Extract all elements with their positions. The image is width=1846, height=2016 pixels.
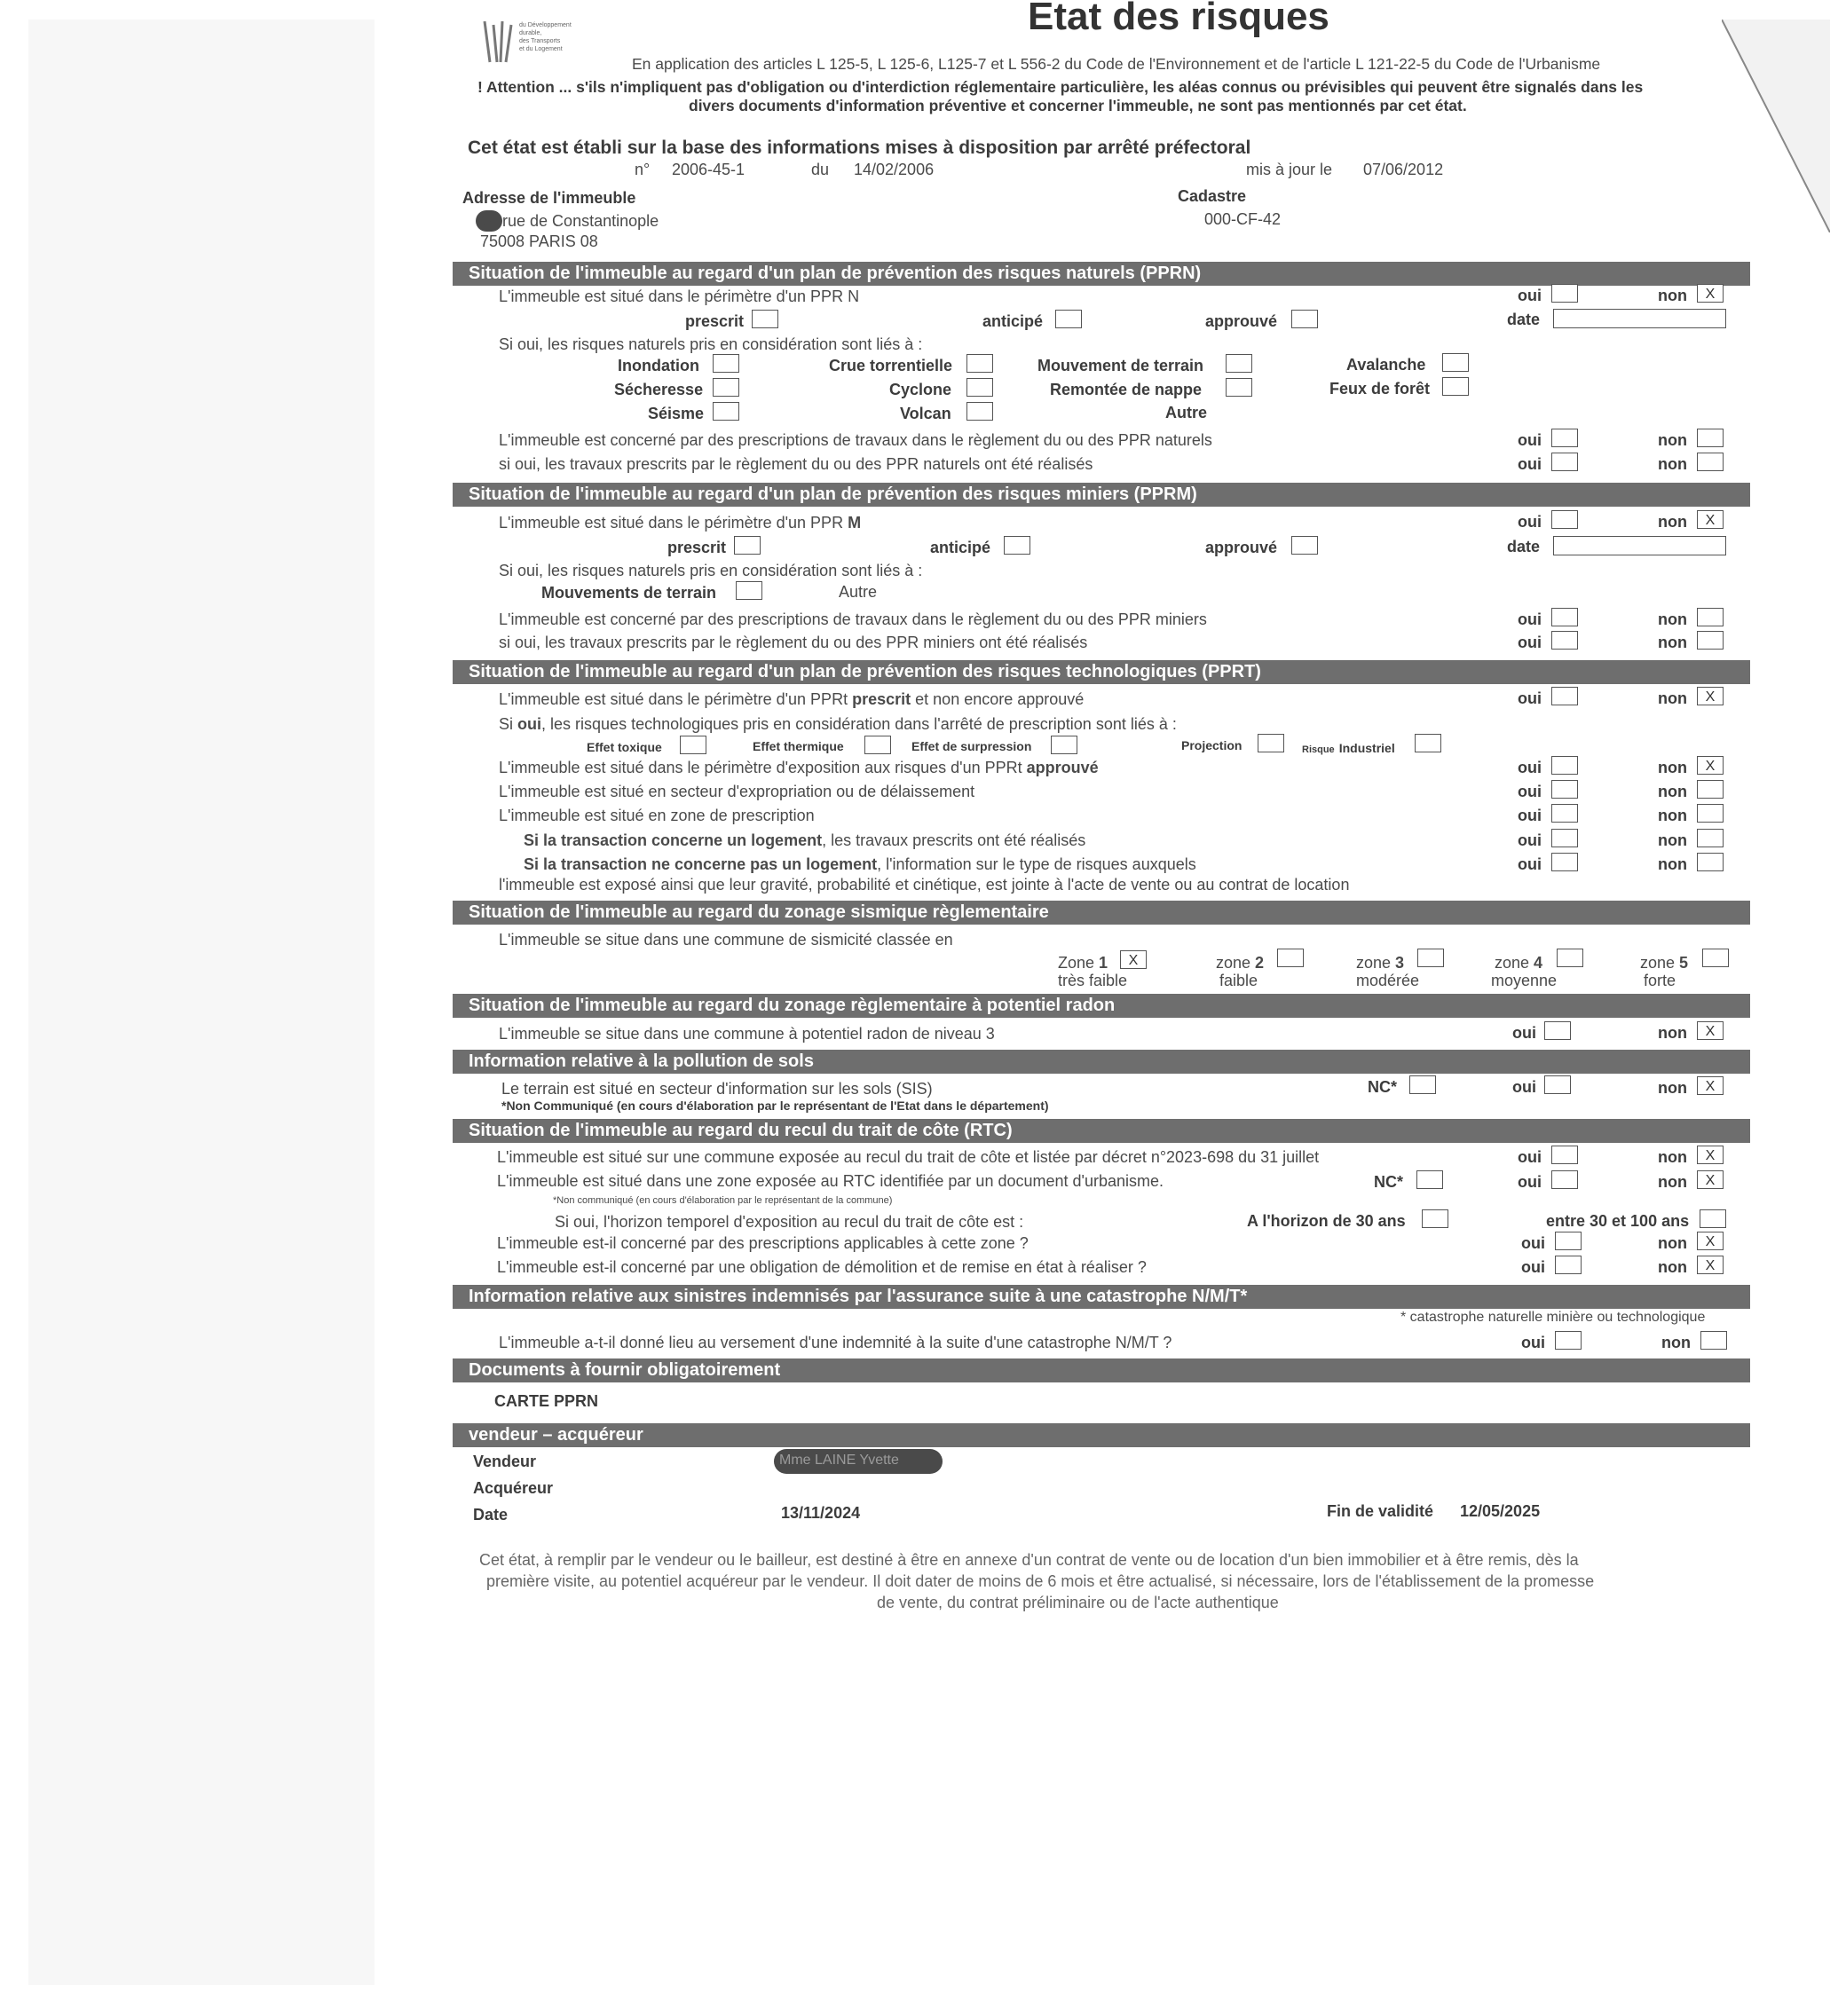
rtc-q4: L'immeuble est-il concerné par des prescriptions applicables à cette zone ?: [497, 1234, 1029, 1252]
risk-mouvement-checkbox[interactable]: [1226, 354, 1252, 373]
oui-label: oui: [1521, 1234, 1545, 1252]
effect-projection-checkbox[interactable]: [1258, 734, 1284, 752]
radon-non-checkbox[interactable]: X: [1697, 1021, 1724, 1040]
zone-3-checkbox[interactable]: [1417, 949, 1444, 967]
sinistres-q1: L'immeuble a-t-il donné lieu au versement d'une indemnité à la suite d'une catastrophe N/M/T ?: [499, 1334, 1172, 1351]
pprt-q5-oui-checkbox[interactable]: [1551, 804, 1578, 823]
pprn-prescrit-checkbox[interactable]: [752, 310, 778, 328]
pprt-q2: Si oui, les risques technologiques pris en considération dans l'arrêté de prescription sont liés à :: [499, 715, 1177, 733]
date-label: Date: [473, 1506, 509, 1524]
arrete-maj-label: mis à jour le: [1246, 161, 1333, 178]
cadastre-label: Cadastre: [1178, 187, 1247, 205]
pprm-q1-oui-checkbox[interactable]: [1551, 510, 1578, 529]
oui-label: oui: [1518, 807, 1542, 824]
oui-label: oui: [1518, 287, 1542, 304]
section-pprn-title: Situation de l'immeuble au regard d'un plan de prévention des risques naturels (PPRN): [469, 264, 1202, 283]
pprm-q3: si oui, les travaux prescrits par le règlement du ou des PPR miniers ont été réalisés: [499, 634, 1088, 651]
pprt-q5: L'immeuble est situé en zone de prescription: [499, 807, 815, 824]
risk-volcan-label: Volcan: [900, 405, 951, 422]
pprm-si-oui: Si oui, les risques naturels pris en considération sont liés à :: [499, 562, 923, 579]
sols-oui-checkbox[interactable]: [1544, 1075, 1571, 1094]
section-rtc-title: Situation de l'immeuble au regard du recul du trait de côte (RTC): [469, 1121, 1013, 1140]
risk-inondation-label: Inondation: [618, 357, 699, 374]
arrete-n-label: n°: [635, 161, 651, 178]
footer-line-1: Cet état, à remplir par le vendeur ou le bailleur, est destiné à être en annexe d'un contrat de vente ou de location d'un bien immobilier et à être remis, dès la: [479, 1551, 1579, 1569]
effect-toxique-checkbox[interactable]: [680, 736, 706, 754]
zone-1-desc: très faible: [1058, 972, 1128, 989]
risk-volcan-checkbox[interactable]: [966, 402, 993, 421]
non-label: non: [1658, 287, 1687, 304]
oui-label: oui: [1518, 634, 1542, 651]
oui-label: oui: [1518, 610, 1542, 628]
pprm-q1-non-checkbox[interactable]: X: [1697, 510, 1724, 529]
radon-oui-checkbox[interactable]: [1544, 1021, 1571, 1040]
non-label: non: [1658, 759, 1687, 776]
scan-margin: [28, 20, 375, 1985]
pprn-q3: si oui, les travaux prescrits par le règlement du ou des PPR naturels ont été réalisés: [499, 455, 1093, 473]
non-label: non: [1661, 1334, 1691, 1351]
risk-feux-label: Feux de forêt: [1329, 380, 1431, 398]
pprt-q7: Si la transaction ne concerne pas un logement, l'information sur le type de risques auxquels: [524, 855, 1196, 873]
risk-cyclone-checkbox[interactable]: [966, 378, 993, 397]
sols-q1: Le terrain est situé en secteur d'information sur les sols (SIS): [501, 1080, 933, 1098]
address-line-1: 14 rue de Constantinople: [480, 212, 659, 230]
risk-avalanche-label: Avalanche: [1346, 356, 1426, 374]
pprm-prescrit-checkbox[interactable]: [734, 536, 761, 555]
pprn-q3-non-checkbox[interactable]: [1697, 453, 1724, 471]
sols-nc-checkbox[interactable]: [1409, 1075, 1436, 1094]
section-sinistres-title: Information relative aux sinistres indemnisés par l'assurance suite à une catastrophe N/M/T*: [469, 1287, 1248, 1306]
zone-5-desc: forte: [1644, 972, 1676, 989]
section-sismique-title: Situation de l'immeuble au regard du zonage sismique règlementaire: [469, 902, 1049, 922]
sols-note: *Non Communiqué (en cours d'élaboration par le représentant de l'Etat dans le département): [501, 1099, 1049, 1113]
pprt-q6: Si la transaction concerne un logement, les travaux prescrits ont été réalisés: [524, 831, 1086, 849]
section-parties-title: vendeur – acquéreur: [469, 1425, 643, 1445]
sinistres-note: * catastrophe naturelle minière ou technologique: [1400, 1310, 1706, 1325]
pprm-q3-non-checkbox[interactable]: [1697, 631, 1724, 650]
risk-crue-checkbox[interactable]: [966, 354, 993, 373]
pprn-q2-non-checkbox[interactable]: [1697, 429, 1724, 447]
pprn-approuve-label: approuvé: [1205, 312, 1278, 330]
risk-secheresse-checkbox[interactable]: [713, 378, 739, 397]
risk-feux-checkbox[interactable]: [1442, 377, 1469, 396]
pprt-q3-oui-checkbox[interactable]: [1551, 756, 1578, 775]
pprm-mouvements-label: Mouvements de terrain: [541, 584, 717, 602]
sismique-q1: L'immeuble se situe dans une commune de sismicité classée en: [499, 931, 953, 949]
arrete-maj-value: 07/06/2012: [1363, 161, 1444, 178]
documents-item: CARTE PPRN: [494, 1392, 599, 1410]
pprt-q4: L'immeuble est situé en secteur d'expropriation ou de délaissement: [499, 783, 975, 800]
page-title: Etat des risques: [1028, 0, 1329, 38]
oui-label: oui: [1518, 689, 1542, 707]
rtc-horizon-30-checkbox[interactable]: [1422, 1209, 1448, 1228]
pprt-q1-non-checkbox[interactable]: X: [1697, 687, 1724, 705]
non-label: non: [1658, 831, 1687, 849]
pprn-q2: L'immeuble est concerné par des prescriptions de travaux dans le règlement du ou des PPR naturels: [499, 431, 1212, 449]
section-radon-header: [453, 994, 1750, 1018]
rtc-horizon-30-label: A l'horizon de 30 ans: [1247, 1212, 1406, 1230]
rtc-q2: L'immeuble est situé dans une zone exposée au RTC identifiée par un document d'urbanisme.: [497, 1172, 1164, 1190]
rtc-note: *Non communiqué (en cours d'élaboration par le représentant de la commune): [553, 1195, 893, 1206]
section-documents-header: [453, 1358, 1750, 1382]
zone-4-checkbox[interactable]: [1557, 949, 1583, 967]
risk-avalanche-checkbox[interactable]: [1442, 353, 1469, 372]
fin-validite-value: 12/05/2025: [1460, 1502, 1541, 1520]
zone-1-label: Zone 1: [1058, 954, 1108, 972]
zone-4-label: zone 4: [1495, 954, 1543, 972]
effect-projection-label: Projection: [1181, 738, 1242, 752]
sinistres-non-checkbox[interactable]: [1700, 1331, 1727, 1350]
risk-cyclone-label: Cyclone: [889, 381, 952, 398]
risk-seisme-label: Séisme: [648, 405, 705, 422]
rtc-horizon-100-checkbox[interactable]: [1700, 1209, 1726, 1228]
section-pprn-header: [453, 262, 1750, 286]
pprm-prescrit-label: prescrit: [667, 539, 727, 556]
rtc-q5-oui-checkbox[interactable]: [1555, 1256, 1582, 1274]
pprm-date-label: date: [1507, 538, 1541, 555]
cadastre-value: 000-CF-42: [1204, 210, 1282, 228]
pprt-q7-oui-checkbox[interactable]: [1551, 853, 1578, 871]
risk-secheresse-label: Sécheresse: [614, 381, 704, 398]
section-sinistres-header: [453, 1285, 1750, 1309]
nc-label: NC*: [1368, 1078, 1398, 1096]
pprn-q1: L'immeuble est situé dans le périmètre d'un PPR N: [499, 287, 860, 305]
arrete-heading: Cet état est établi sur la base des informations mises à disposition par arrêté préfectoral: [468, 138, 1251, 158]
oui-label: oui: [1518, 431, 1542, 449]
pprt-q1: L'immeuble est situé dans le périmètre d'un PPRt prescrit et non encore approuvé: [499, 690, 1085, 708]
zone-5-checkbox[interactable]: [1702, 949, 1729, 967]
effect-surpression-checkbox[interactable]: [1051, 736, 1077, 754]
zone-4-desc: moyenne: [1491, 972, 1558, 989]
pprn-q1-non-checkbox[interactable]: X: [1697, 284, 1724, 303]
attention-line-2: divers documents d'information préventive et concerner l'immeuble, ne sont pas mentionnés par cet état.: [689, 97, 1467, 114]
risk-remontee-label: Remontée de nappe: [1050, 381, 1203, 398]
oui-label: oui: [1521, 1334, 1545, 1351]
address-label: Adresse de l'immeuble: [462, 189, 636, 207]
pprt-q7-non-checkbox[interactable]: [1697, 853, 1724, 871]
acquereur-label: Acquéreur: [473, 1479, 554, 1497]
zone-3-label: zone 3: [1356, 954, 1405, 972]
pprm-anticipe-checkbox[interactable]: [1004, 536, 1030, 555]
non-label: non: [1658, 689, 1687, 707]
non-label: non: [1658, 610, 1687, 628]
pprn-approuve-checkbox[interactable]: [1291, 310, 1318, 328]
oui-label: oui: [1521, 1258, 1545, 1276]
rtc-q5-non-checkbox[interactable]: X: [1697, 1256, 1724, 1274]
pprt-q5-non-checkbox[interactable]: [1697, 804, 1724, 823]
non-label: non: [1658, 431, 1687, 449]
pprt-q6-non-checkbox[interactable]: [1697, 829, 1724, 847]
rtc-q5: L'immeuble est-il concerné par une obligation de démolition et de remise en état à réaliser ?: [497, 1258, 1147, 1276]
effect-surpression-label: Effet de surpression: [911, 739, 1032, 753]
risk-seisme-checkbox[interactable]: [713, 402, 739, 421]
section-pprt-title: Situation de l'immeuble au regard d'un plan de prévention des risques technologiques (PPRT): [469, 662, 1261, 681]
nc-label: NC*: [1374, 1173, 1404, 1191]
pprm-date-field[interactable]: [1553, 536, 1726, 555]
pprm-q3-oui-checkbox[interactable]: [1551, 631, 1578, 650]
legal-reference: En application des articles L 125-5, L 125-6, L125-7 et L 556-2 du Code de l'Environnement et de l'article L 121-22-5 du Code de l'Urbanisme: [632, 55, 1601, 73]
pprt-q3-non-checkbox[interactable]: X: [1697, 756, 1724, 775]
address-line-2: 75008 PARIS 08: [480, 232, 598, 250]
risk-remontee-checkbox[interactable]: [1226, 378, 1252, 397]
pprm-approuve-label: approuvé: [1205, 539, 1278, 556]
non-label: non: [1658, 455, 1687, 473]
date-value: 13/11/2024: [781, 1504, 861, 1522]
effect-thermique-label: Effet thermique: [753, 739, 844, 753]
pprt-q4-oui-checkbox[interactable]: [1551, 780, 1578, 799]
section-parties-header: [453, 1423, 1750, 1447]
fin-validite-label: Fin de validité: [1327, 1502, 1434, 1520]
section-pprm-title: Situation de l'immeuble au regard d'un plan de prévention des risques miniers (PPRM): [469, 484, 1197, 504]
pprt-q3: L'immeuble est situé dans le périmètre d'exposition aux risques d'un PPRt approuvé: [499, 759, 1099, 776]
rtc-q2-oui-checkbox[interactable]: [1551, 1170, 1578, 1189]
vendeur-value: Mme LAINE Yvette: [779, 1453, 899, 1468]
attention-line-1: ! Attention ... s'ils n'impliquent pas d'obligation ou d'interdiction réglementaire particulière, les aléas connus ou prévisibles qui peuvent être signalés dans les: [477, 78, 1644, 96]
non-label: non: [1658, 1173, 1687, 1191]
pprn-q3-oui-checkbox[interactable]: [1551, 453, 1578, 471]
pprn-anticipe-label: anticipé: [982, 312, 1044, 330]
oui-label: oui: [1518, 455, 1542, 473]
logo-text: du Développement durable, des Transports et du Logement: [519, 22, 572, 52]
page-fold-icon: [1722, 20, 1830, 232]
zone-2-desc: faible: [1219, 972, 1258, 989]
vendeur-label: Vendeur: [473, 1453, 537, 1470]
pprn-date-label: date: [1507, 311, 1541, 328]
arrete-du-value: 14/02/2006: [854, 161, 935, 178]
pprm-anticipe-label: anticipé: [930, 539, 991, 556]
oui-label: oui: [1518, 855, 1542, 873]
non-label: non: [1658, 807, 1687, 824]
non-label: non: [1658, 1234, 1687, 1252]
section-pprm-header: [453, 483, 1750, 507]
rtc-q2-non-checkbox[interactable]: X: [1697, 1170, 1724, 1189]
rtc-q1-oui-checkbox[interactable]: [1551, 1146, 1578, 1164]
zone-3-desc: modérée: [1356, 972, 1420, 989]
section-sols-header: [453, 1050, 1750, 1074]
oui-label: oui: [1518, 831, 1542, 849]
effect-toxique-label: Effet toxique: [587, 740, 662, 754]
ministry-logo: [481, 21, 517, 64]
rtc-q2-nc-checkbox[interactable]: [1416, 1170, 1443, 1189]
pprn-si-oui: Si oui, les risques naturels pris en considération sont liés à :: [499, 335, 923, 353]
oui-label: oui: [1518, 759, 1542, 776]
effect-risque-industriel-checkbox[interactable]: [1415, 734, 1441, 752]
pprm-autre-label: Autre: [839, 583, 878, 601]
pprn-q2-oui-checkbox[interactable]: [1551, 429, 1578, 447]
non-label: non: [1658, 634, 1687, 651]
non-label: non: [1658, 1024, 1687, 1042]
oui-label: oui: [1518, 783, 1542, 800]
section-rtc-header: [453, 1119, 1750, 1143]
section-radon-title: Situation de l'immeuble au regard du zonage règlementaire à potentiel radon: [469, 996, 1116, 1015]
oui-label: oui: [1518, 1148, 1542, 1166]
effect-risque-industriel-label: Risque Industriel: [1302, 741, 1395, 755]
arrete-du-label: du: [811, 161, 830, 178]
non-label: non: [1658, 513, 1687, 531]
pprt-q6-oui-checkbox[interactable]: [1551, 829, 1578, 847]
zone-5-label: zone 5: [1640, 954, 1689, 972]
rtc-q1-non-checkbox[interactable]: X: [1697, 1146, 1724, 1164]
oui-label: oui: [1512, 1078, 1536, 1096]
section-pprt-header: [453, 660, 1750, 684]
radon-q1: L'immeuble se situe dans une commune à potentiel radon de niveau 3: [499, 1025, 995, 1043]
oui-label: oui: [1512, 1024, 1536, 1042]
pprt-q4-non-checkbox[interactable]: [1697, 780, 1724, 799]
non-label: non: [1658, 855, 1687, 873]
pprn-date-field[interactable]: [1553, 309, 1726, 328]
pprt-q7-continued: l'immeuble est exposé ainsi que leur gravité, probabilité et cinétique, est jointe à l'acte de vente ou au contrat de location: [499, 876, 1350, 894]
rtc-q1: L'immeuble est situé sur une commune exposée au recul du trait de côte et listée par décret n°2023-698 du 31 juillet: [497, 1148, 1320, 1166]
risk-inondation-checkbox[interactable]: [713, 354, 739, 373]
footer-line-2: première visite, au potentiel acquéreur par le vendeur. Il doit dater de moins de 6 mois et être actualisé, si nécessaire, lors de l'établissement de la promesse: [486, 1572, 1595, 1590]
pprn-anticipe-checkbox[interactable]: [1055, 310, 1082, 328]
non-label: non: [1658, 783, 1687, 800]
oui-label: oui: [1518, 513, 1542, 531]
effect-thermique-checkbox[interactable]: [864, 736, 891, 754]
non-label: non: [1658, 1079, 1687, 1097]
oui-label: oui: [1518, 1173, 1542, 1191]
section-sols-title: Information relative à la pollution de sols: [469, 1051, 814, 1071]
rtc-q3: Si oui, l'horizon temporel d'exposition au recul du trait de côte est :: [555, 1213, 1024, 1231]
sinistres-oui-checkbox[interactable]: [1555, 1331, 1582, 1350]
risk-crue-label: Crue torrentielle: [829, 357, 953, 374]
non-label: non: [1658, 1258, 1687, 1276]
pprt-q1-oui-checkbox[interactable]: [1551, 687, 1578, 705]
sols-non-checkbox[interactable]: X: [1697, 1076, 1724, 1095]
zone-2-label: zone 2: [1216, 954, 1265, 972]
pprm-q2-oui-checkbox[interactable]: [1551, 608, 1578, 626]
pprm-q2: L'immeuble est concerné par des prescriptions de travaux dans le règlement du ou des PPR miniers: [499, 610, 1207, 628]
risk-autre-label: Autre: [1165, 404, 1208, 421]
pprm-q2-non-checkbox[interactable]: [1697, 608, 1724, 626]
zone-2-checkbox[interactable]: [1277, 949, 1304, 967]
non-label: non: [1658, 1148, 1687, 1166]
pprm-q1: L'immeuble est situé dans le périmètre d'un PPR M: [499, 514, 862, 532]
rtc-q4-non-checkbox[interactable]: X: [1697, 1232, 1724, 1250]
pprm-mouvements-checkbox[interactable]: [736, 581, 762, 600]
rtc-q4-oui-checkbox[interactable]: [1555, 1232, 1582, 1250]
footer-line-3: de vente, du contrat préliminaire ou de l'acte authentique: [877, 1594, 1279, 1611]
section-documents-title: Documents à fournir obligatoirement: [469, 1360, 781, 1380]
pprn-q1-oui-checkbox[interactable]: [1551, 284, 1578, 303]
section-sismique-header: [453, 901, 1750, 925]
pprn-prescrit-label: prescrit: [685, 312, 745, 330]
ministry-logo-icon: [481, 21, 517, 64]
risk-mouvement-label: Mouvement de terrain: [1037, 357, 1204, 374]
arrete-n-value: 2006-45-1: [672, 161, 746, 178]
zone-1-checkbox[interactable]: X: [1120, 950, 1147, 969]
pprm-approuve-checkbox[interactable]: [1291, 536, 1318, 555]
rtc-horizon-100-label: entre 30 et 100 ans: [1546, 1212, 1690, 1230]
